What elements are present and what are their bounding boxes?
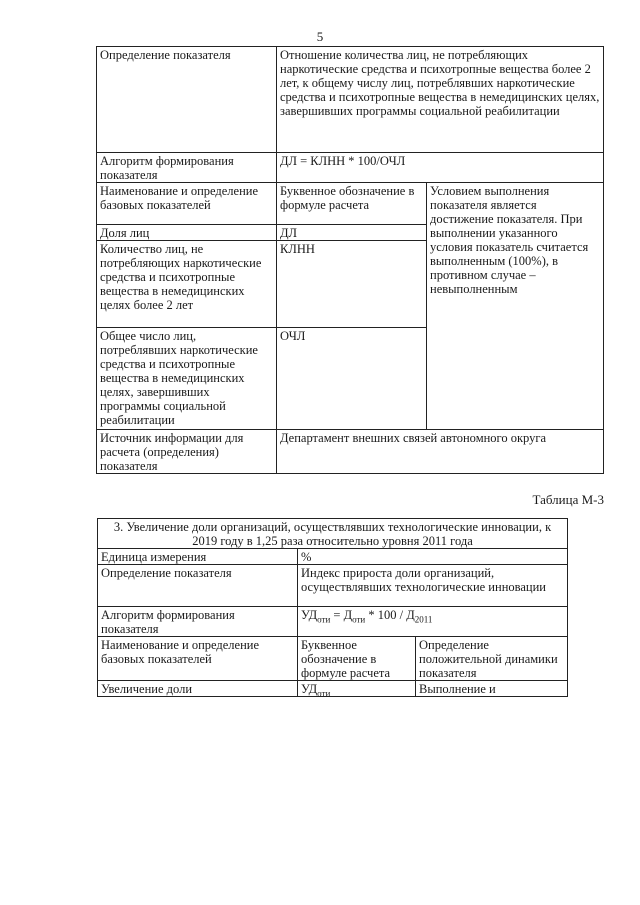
row-code: $УД_{оти}$ [298,681,416,697]
row-label: Алгоритм формирования показателя [97,153,277,183]
column-header: Наименование и определение базовых показателей [98,637,298,681]
row-dynamics: Выполнение и [416,681,568,697]
column-header: Наименование и определение базовых показателей [97,183,277,225]
table-row [97,47,604,153]
table-row [98,549,568,565]
table-row [98,565,568,607]
unit-value: % [298,549,568,565]
table-caption: Таблица М-3 [532,492,604,507]
row-label: Источник информации для расчета (определения) показателя [97,430,277,474]
column-header: Определение положительной динамики показателя [416,637,568,681]
table-row [98,637,568,681]
row-code: ДЛ [277,225,427,241]
formula: ДЛ = КЛНН * 100/ОЧЛ [277,153,604,183]
indicator-table-2 [97,518,568,697]
row-label: Доля лиц [97,225,277,241]
indicator-definition: Отношение количества лиц, не потребляющих наркотические средства и психотропные вещества более 2 лет, к общему числу лиц, потреблявших наркотические средства и психотропные вещества в немедицинских целях, завершивших программы социальной реабилитации [277,47,604,153]
row-label: Определение показателя [98,565,298,607]
table-row [98,519,568,549]
table-row [98,681,568,697]
indicator-definition: Индекс прироста доли организаций, осуществлявших технологические инновации [298,565,568,607]
row-label: Увеличение доли [98,681,298,697]
condition-text: Условием выполнения показателя является достижение показателя. При выполнении указанного условия показатель считается выполненным (100%), в противном случае – невыполненным [427,183,604,430]
row-label: Общее число лиц, потреблявших наркотические средства и психотропные вещества в немедицинских целях, завершивших программы социальной реабилитации [97,328,277,430]
column-header: Буквенное обозначение в формуле расчета [277,183,427,225]
table-row [97,183,604,225]
table-title: 3. Увеличение доли организаций, осуществлявших технологические инновации, к 2019 году в 1,25 раза относительно уровня 2011 года [98,519,568,549]
indicator-table-1 [96,46,604,474]
row-code: КЛНН [277,241,427,328]
row-code: ОЧЛ [277,328,427,430]
row-label: Алгоритм формирования показателя [98,607,298,637]
row-label: Единица измерения [98,549,298,565]
formula: $УД_{оти} = Д_{оти} * 100 / Д_{2011}$ [298,607,568,637]
table-row [98,607,568,637]
row-label: Количество лиц, не потребляющих наркотические средства и психотропные вещества в немедицинских целях более 2 лет [97,241,277,328]
page-number: 5 [316,29,324,44]
table-row [97,153,604,183]
source-value: Департамент внешних связей автономного округа [277,430,604,474]
column-header: Буквенное обозначение в формуле расчета [298,637,416,681]
table-row [97,430,604,474]
row-label: Определение показателя [97,47,277,153]
